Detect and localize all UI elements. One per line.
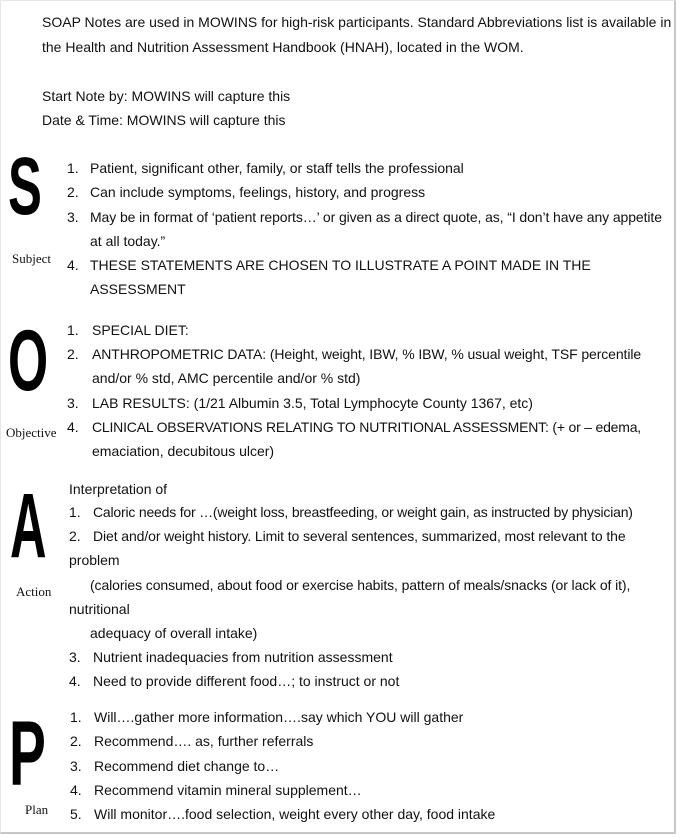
s-item-3-text: May be in format of ‘patient reports…’ or given as a direct quote, as, “I don’t have any appetite <box>90 209 662 225</box>
p-item-5-text: Will monitor….food selection, weight every other day, food intake <box>94 806 496 822</box>
date-time-line: Date & Time: MOWINS will capture this <box>42 112 286 128</box>
label-action: Action <box>16 584 52 599</box>
a-item-4-num: 4. <box>69 673 81 689</box>
p-item-1-num: 1. <box>70 709 82 725</box>
a-heading: Interpretation of <box>69 481 168 497</box>
a-item-2-num: 2. <box>69 528 81 544</box>
start-note-line: Start Note by: MOWINS will capture this <box>42 88 291 104</box>
a-item-2-line-2: problem <box>69 552 120 568</box>
s-item-3-num: 3. <box>67 209 79 225</box>
s-item-2-num: 2. <box>67 184 79 200</box>
o-item-1-num: 1. <box>67 322 79 338</box>
p-item-1-text: Will….gather more information….say which YOU will gather <box>94 709 464 725</box>
o-item-1-text: SPECIAL DIET: <box>92 322 189 338</box>
p-item-3-text: Recommend diet change to… <box>94 758 280 774</box>
intro-line-2: the Health and Nutrition Assessment Handbook (HNAH), located in the WOM. <box>42 39 524 55</box>
o-item-3-text: LAB RESULTS: (1/21 Albumin 3.5, Total Lymphocyte County 1367, etc) <box>92 395 533 411</box>
o-item-4-num: 4. <box>67 419 79 435</box>
s-item-1-num: 1. <box>67 160 79 176</box>
letter-s: S <box>8 141 42 232</box>
letter-o: O <box>8 313 49 409</box>
p-item-2-num: 2. <box>70 733 82 749</box>
a-item-1-text: Caloric needs for …(weight loss, breastfeeding, or weight gain, as instructed by physician) <box>93 504 633 520</box>
s-item-4-cont: ASSESSMENT <box>90 281 186 297</box>
label-objective: Objective <box>6 425 57 440</box>
p-item-3-num: 3. <box>70 758 82 774</box>
letter-p: P <box>9 703 46 805</box>
s-item-4-num: 4. <box>67 257 79 273</box>
a-item-2-line-5: adequacy of overall intake) <box>90 625 258 641</box>
p-item-4-text: Recommend vitamin mineral supplement… <box>94 782 362 798</box>
s-item-3-cont: at all today.” <box>90 233 166 249</box>
intro-line-1: SOAP Notes are used in MOWINS for high-risk participants. Standard Abbreviations list is available in <box>42 14 672 30</box>
a-item-4-text: Need to provide different food…; to instruct or not <box>93 673 400 689</box>
label-plan: Plan <box>25 802 49 817</box>
o-item-4-text: CLINICAL OBSERVATIONS RELATING TO NUTRITIONAL ASSESSMENT: (+ or – edema, <box>92 419 641 435</box>
letter-a: A <box>10 475 47 577</box>
p-item-5-num: 5. <box>70 806 82 822</box>
label-subject: Subject <box>12 251 51 266</box>
s-item-1-text: Patient, significant other, family, or staff tells the professional <box>90 160 464 176</box>
a-item-2-text: Diet and/or weight history. Limit to several sentences, summarized, most relevant to the <box>93 528 626 544</box>
s-item-2-text: Can include symptoms, feelings, history, and progress <box>90 184 426 200</box>
a-item-2-line-3: (calories consumed, about food or exercise habits, pattern of meals/snacks (or lack of it), <box>90 577 631 593</box>
o-item-2-text: ANTHROPOMETRIC DATA: (Height, weight, IBW, % IBW, % usual weight, TSF percentile <box>92 346 642 362</box>
a-item-1-num: 1. <box>69 504 81 520</box>
p-item-2-text: Recommend…. as, further referrals <box>94 733 314 749</box>
a-item-2-line-4: nutritional <box>69 601 130 617</box>
s-item-4-text: THESE STATEMENTS ARE CHOSEN TO ILLUSTRATE A POINT MADE IN THE <box>90 257 591 273</box>
o-item-4-cont: emaciation, decubitous ulcer) <box>92 443 275 459</box>
p-item-4-num: 4. <box>70 782 82 798</box>
o-item-2-num: 2. <box>67 346 79 362</box>
o-item-3-num: 3. <box>67 395 79 411</box>
o-item-2-cont: and/or % std, AMC percentile and/or % std) <box>92 370 361 386</box>
a-item-3-text: Nutrient inadequacies from nutrition assessment <box>93 649 393 665</box>
a-item-3-num: 3. <box>69 649 81 665</box>
